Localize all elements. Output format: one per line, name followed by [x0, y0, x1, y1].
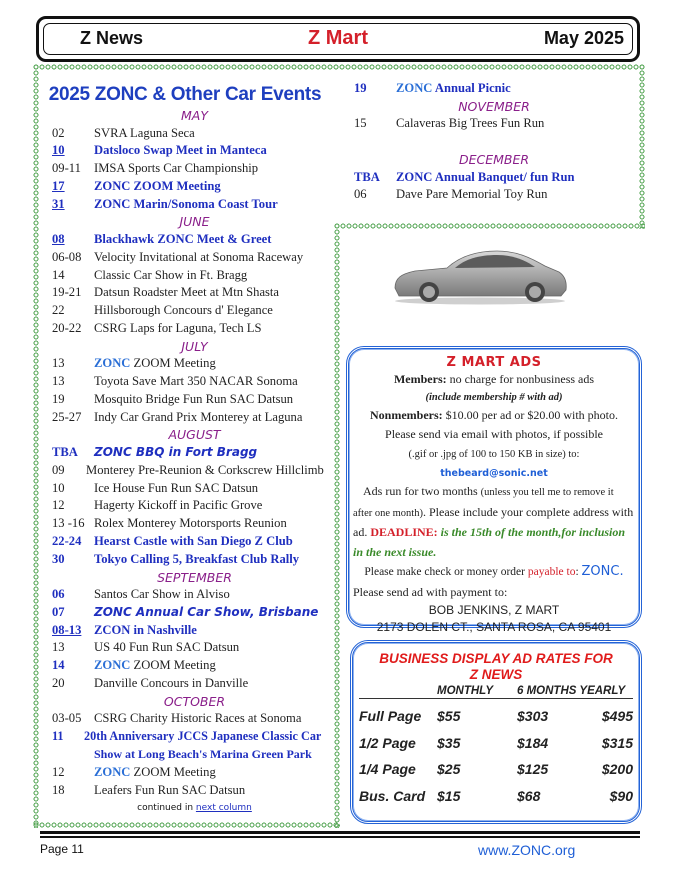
event-title: [94, 142, 337, 160]
month-heading: NOVEMBER: [458, 98, 530, 114]
run-terms: [349, 482, 639, 562]
members-text: no charge for nonbusiness ads: [446, 372, 595, 386]
event-row: [52, 142, 337, 160]
members-line: [349, 370, 639, 390]
next-column-link[interactable]: next column: [195, 803, 252, 814]
month-heading: SEPTEMBER: [157, 569, 232, 585]
event-text: ZOOM Meeting: [130, 356, 216, 371]
month-heading: JULY: [181, 338, 208, 354]
event-date: 13: [52, 356, 65, 371]
event-row: [52, 125, 337, 143]
ad-rates-body: [353, 703, 639, 809]
event-date: 13 -16: [52, 516, 85, 531]
event-date: 13: [52, 640, 65, 655]
ad-size: 1/4 Page: [359, 761, 416, 777]
event-text: ZONC BBQ in Fort Bragg: [94, 444, 258, 459]
month-heading: JUNE: [179, 214, 210, 230]
event-title: [94, 551, 337, 569]
event-title: [94, 497, 337, 515]
event-text: IMSA Sports Car Championship: [94, 161, 259, 176]
event-row: [52, 373, 337, 391]
event-row: [52, 444, 337, 462]
event-date: 22-24: [52, 533, 82, 548]
events-border-bottom: [33, 822, 340, 828]
event-title: [94, 675, 337, 693]
run-text: Ads run for two months: [363, 484, 481, 498]
event-title: [94, 586, 337, 604]
event-row: [52, 551, 337, 569]
event-date[interactable]: 31: [52, 196, 65, 211]
event-title: [94, 782, 337, 800]
event-row: [52, 657, 337, 675]
event-date: 19: [354, 81, 367, 95]
event-row: [52, 267, 337, 285]
event-row: [52, 622, 337, 640]
event-title: [94, 657, 337, 675]
event-date: 22: [52, 303, 65, 318]
event-date: 11: [52, 729, 64, 744]
event-row: [52, 178, 337, 196]
rear-rim: [529, 286, 541, 298]
event-text: Hearst Castle with San Diego Z Club: [94, 533, 293, 548]
event-text: ZONC Marin/Sonoma Coast Tour: [94, 196, 278, 211]
event-row: [52, 604, 337, 622]
event-text: Danville Concours in Danville: [94, 676, 249, 691]
members-label: Members:: [393, 372, 447, 386]
event-date: 06-08: [52, 249, 82, 264]
event-continuation: Show at Long Beach's Marina Green Park: [94, 746, 312, 761]
event-title: [94, 320, 337, 338]
event-title: [94, 639, 337, 657]
front-rim: [423, 286, 435, 298]
event-row: [52, 231, 337, 249]
ad-rate-row: [359, 703, 633, 730]
event-title: [94, 444, 337, 462]
nonmembers-text: $10.00 per ad or $20.00 with photo.: [442, 407, 618, 422]
page-number: Page 11: [40, 842, 84, 856]
event-title: [94, 284, 337, 302]
event-title: [94, 764, 337, 782]
zonc-prefix: ZONC: [94, 764, 131, 779]
event-row: [52, 355, 337, 373]
event-text: ZONC Annual Banquet/ fun Run: [396, 169, 575, 184]
section-title: Z Mart: [308, 27, 368, 49]
nonmembers-label: Nonmembers:: [370, 407, 443, 422]
event-date[interactable]: 08: [52, 231, 65, 246]
members-note: (include membership # with ad): [425, 391, 563, 403]
event-text: Toyota Save Mart 350 NACAR Sonoma: [94, 374, 298, 389]
address-name: BOB JENKINS, Z MART: [428, 603, 560, 617]
monthly-rate: $55: [437, 708, 461, 724]
event-date: 09: [52, 462, 65, 477]
event-date: 25-27: [52, 409, 82, 424]
event-row: [52, 533, 337, 551]
event-date: TBA: [354, 169, 380, 184]
page-header: [36, 16, 640, 62]
nonmembers-line: [349, 406, 639, 426]
event-text: US 40 Fun Run SAC Datsun: [94, 640, 240, 655]
event-row: [52, 284, 337, 302]
event-title: [94, 373, 337, 391]
run-note: (unless you tell me to remove it after one month): [353, 487, 614, 519]
event-text: Dave Pare Memorial Toy Run: [396, 187, 548, 202]
event-title: [94, 249, 337, 267]
six-month-rate: $303: [517, 708, 549, 724]
event-row: [52, 515, 337, 533]
event-row: [52, 196, 337, 214]
event-date: 20-22: [52, 320, 82, 335]
event-date: 30: [52, 551, 65, 566]
issue-date: May 2025: [543, 28, 624, 48]
event-date[interactable]: 10: [52, 143, 65, 158]
ad-rate-row: [359, 756, 633, 783]
event-title: [94, 710, 337, 728]
event-title: [94, 604, 337, 622]
deadline-text: is the 15th of the month,for inclusion in the next issue.: [353, 525, 626, 559]
event-date: 12: [52, 764, 65, 779]
send-line: Please send ad with payment to:: [353, 584, 508, 599]
event-row: [52, 497, 337, 515]
events-list-left: [52, 107, 337, 813]
event-text: Datsloco Swap Meet in Manteca: [94, 143, 267, 158]
page-header-inner: [43, 23, 633, 55]
email-link[interactable]: thebeard@sonic.net: [440, 468, 548, 479]
event-row: [52, 764, 337, 782]
events-border-right-upper: [639, 64, 645, 229]
event-date: 14: [52, 267, 65, 282]
ad-size: 1/2 Page: [359, 734, 416, 751]
ad-rates-title-line2: Z NEWS: [469, 667, 523, 682]
event-date[interactable]: 08-13: [52, 622, 82, 637]
event-title: [94, 533, 337, 551]
event-date: 20: [52, 676, 65, 691]
zmart-ads-title: Z MART ADS: [446, 355, 542, 370]
event-row: [354, 80, 634, 98]
zonc-prefix: ZONC: [94, 356, 131, 371]
event-title: [94, 480, 337, 498]
yearly-rate: $200: [601, 761, 633, 777]
events-border-step: [334, 223, 645, 229]
event-date: 03-05: [52, 711, 82, 726]
zonc-prefix: ZONC: [94, 658, 131, 673]
month-heading: MAY: [181, 108, 208, 123]
event-date[interactable]: 17: [52, 178, 65, 193]
event-text: Hillsborough Concours d' Elegance: [94, 303, 273, 318]
event-row: [52, 391, 337, 409]
event-text: ZCON in Nashville: [94, 622, 197, 637]
month-heading: OCTOBER: [163, 693, 226, 709]
ad-rates-title: [353, 651, 639, 683]
event-text: Tokyo Calling 5, Breakfast Club Rally: [94, 551, 300, 566]
ad-rates-box: [350, 640, 642, 824]
continued-text: continued in: [137, 803, 196, 814]
six-month-rate: $125: [517, 761, 549, 777]
six-month-rate: $184: [517, 734, 549, 751]
event-date: 19-21: [52, 285, 82, 300]
event-text: 20th Anniversary JCCS Japanese Classic Car: [84, 729, 322, 744]
event-text: CSRG Laps for Laguna, Tech LS: [94, 320, 262, 335]
event-row: [52, 710, 337, 728]
payee: ZONC.: [581, 564, 624, 579]
zmart-ads-box: [346, 346, 642, 634]
col-size-header: [359, 685, 437, 697]
ad-size: Full Page: [359, 708, 422, 724]
event-row: [354, 186, 634, 204]
event-title: [94, 196, 337, 214]
email-instructions: Please send via email with photos, if possible: [385, 427, 603, 441]
event-title: [94, 622, 337, 640]
event-text: ZONC Annual Car Show, Brisbane: [94, 604, 319, 619]
event-title: [94, 409, 337, 427]
event-title: [94, 125, 337, 143]
event-date: 09-11: [52, 161, 81, 176]
event-title: [94, 302, 337, 320]
event-row: [52, 462, 337, 480]
list-spacer: [354, 133, 634, 151]
event-title: [84, 728, 337, 746]
event-row: [354, 115, 634, 133]
event-text: SVRA Laguna Seca: [94, 125, 195, 140]
event-date: 18: [52, 782, 65, 797]
ad-rates-title-line1: BUSINESS DISPLAY AD RATES FOR: [379, 651, 613, 666]
event-text: Annual Picnic: [432, 81, 511, 95]
zonc-prefix: ZONC: [396, 81, 433, 95]
event-title: [396, 115, 634, 133]
event-title: [94, 178, 337, 196]
event-text: ZONC ZOOM Meeting: [94, 178, 221, 193]
event-row: [52, 302, 337, 320]
event-text: Hagerty Kickoff in Pacific Grove: [94, 498, 263, 513]
monthly-rate: $25: [437, 761, 461, 777]
col-monthly-header: MONTHLY: [437, 685, 494, 697]
event-title: [94, 231, 337, 249]
yearly-rate: $315: [601, 734, 633, 751]
six-month-rate: $68: [517, 787, 541, 804]
event-title: [86, 462, 337, 480]
yearly-rate: $90: [609, 787, 633, 804]
event-title: [396, 80, 634, 98]
car-image: [385, 240, 575, 308]
event-text: Leafers Fun Run SAC Datsun: [94, 782, 246, 797]
event-title: [396, 169, 634, 187]
payment-line: [349, 562, 639, 583]
event-row: [52, 409, 337, 427]
event-row: [52, 782, 337, 800]
event-text: ZOOM Meeting: [130, 764, 216, 779]
event-date: 02: [52, 125, 65, 140]
ad-rate-row: [359, 783, 633, 810]
event-row: [52, 639, 337, 657]
website-link[interactable]: www.ZONC.org: [478, 842, 576, 858]
event-row: [52, 728, 337, 746]
size-instructions: (.gif or .jpg of 100 to 150 KB in size) to:: [408, 448, 580, 460]
event-date: 13: [52, 374, 65, 389]
event-date: 07: [52, 604, 65, 619]
continued-note: [52, 803, 337, 813]
event-date: 06: [354, 187, 367, 202]
event-date: 06: [52, 587, 65, 602]
event-text: Monterey Pre-Reunion & Corkscrew Hillclimb: [86, 462, 324, 477]
yearly-rate: $495: [601, 708, 633, 724]
event-row: [52, 586, 337, 604]
ad-size: Bus. Card: [359, 787, 426, 804]
event-date: 10: [52, 480, 65, 495]
event-row: [52, 320, 337, 338]
events-border-top: [33, 64, 645, 70]
check-text: Please make check or money order: [364, 566, 528, 578]
events-title: 2025 ZONC & Other Car Events: [48, 84, 322, 105]
month-heading: DECEMBER: [458, 152, 530, 168]
ad-rate-row: [359, 730, 633, 757]
monthly-rate: $35: [437, 734, 461, 751]
footer-rule-thin: [40, 836, 640, 838]
event-text: CSRG Charity Historic Races at Sonoma: [94, 711, 302, 726]
event-text: Classic Car Show in Ft. Bragg: [94, 267, 248, 282]
address-street: 2173 DOLEN CT., SANTA ROSA, CA 95401: [376, 620, 612, 634]
event-row: [52, 160, 337, 178]
event-title: [396, 186, 634, 204]
payable-colon: :: [575, 566, 582, 578]
event-title: [94, 267, 337, 285]
deadline-label: DEADLINE:: [370, 525, 438, 539]
events-list-right: [354, 80, 634, 204]
event-row: [52, 675, 337, 693]
event-text: Santos Car Show in Alviso: [94, 587, 230, 602]
events-border-left: [33, 64, 39, 828]
month-heading: AUGUST: [168, 427, 221, 443]
event-text: Indy Car Grand Prix Monterey at Laguna: [94, 409, 303, 424]
event-title: [94, 515, 337, 533]
event-date: TBA: [52, 444, 78, 459]
event-text: Ice House Fun Run SAC Datsun: [94, 480, 259, 495]
event-title: [94, 160, 337, 178]
event-text: Velocity Invitational at Sonoma Raceway: [94, 249, 304, 264]
event-date: 12: [52, 498, 65, 513]
event-text: Mosquito Bridge Fun Run SAC Datsun: [94, 391, 294, 406]
address-request: . Please include your complete address with ad.: [353, 504, 634, 539]
event-title: [94, 391, 337, 409]
col-six-yearly-header: 6 MONTHS YEARLY: [517, 685, 626, 697]
event-date: 19: [52, 391, 65, 406]
event-row: [52, 249, 337, 267]
monthly-rate: $15: [437, 787, 461, 804]
car-illustration: [385, 240, 575, 308]
footer-rule-thick: [40, 831, 640, 834]
event-date: 14: [52, 658, 65, 673]
event-text: Datsun Roadster Meet at Mtn Shasta: [94, 285, 280, 300]
event-date: 15: [354, 116, 367, 131]
event-text: Blackhawk ZONC Meet & Greet: [94, 231, 272, 246]
event-text: ZOOM Meeting: [130, 658, 216, 673]
payable-text: payable to: [527, 566, 576, 578]
event-title: [94, 355, 337, 373]
event-row: [354, 169, 634, 187]
newsletter-name: Z News: [80, 28, 144, 48]
event-row: [52, 480, 337, 498]
event-text: Rolex Monterey Motorsports Reunion: [94, 516, 287, 531]
event-text: Calaveras Big Trees Fun Run: [396, 116, 545, 131]
ad-rates-header: [359, 685, 633, 699]
